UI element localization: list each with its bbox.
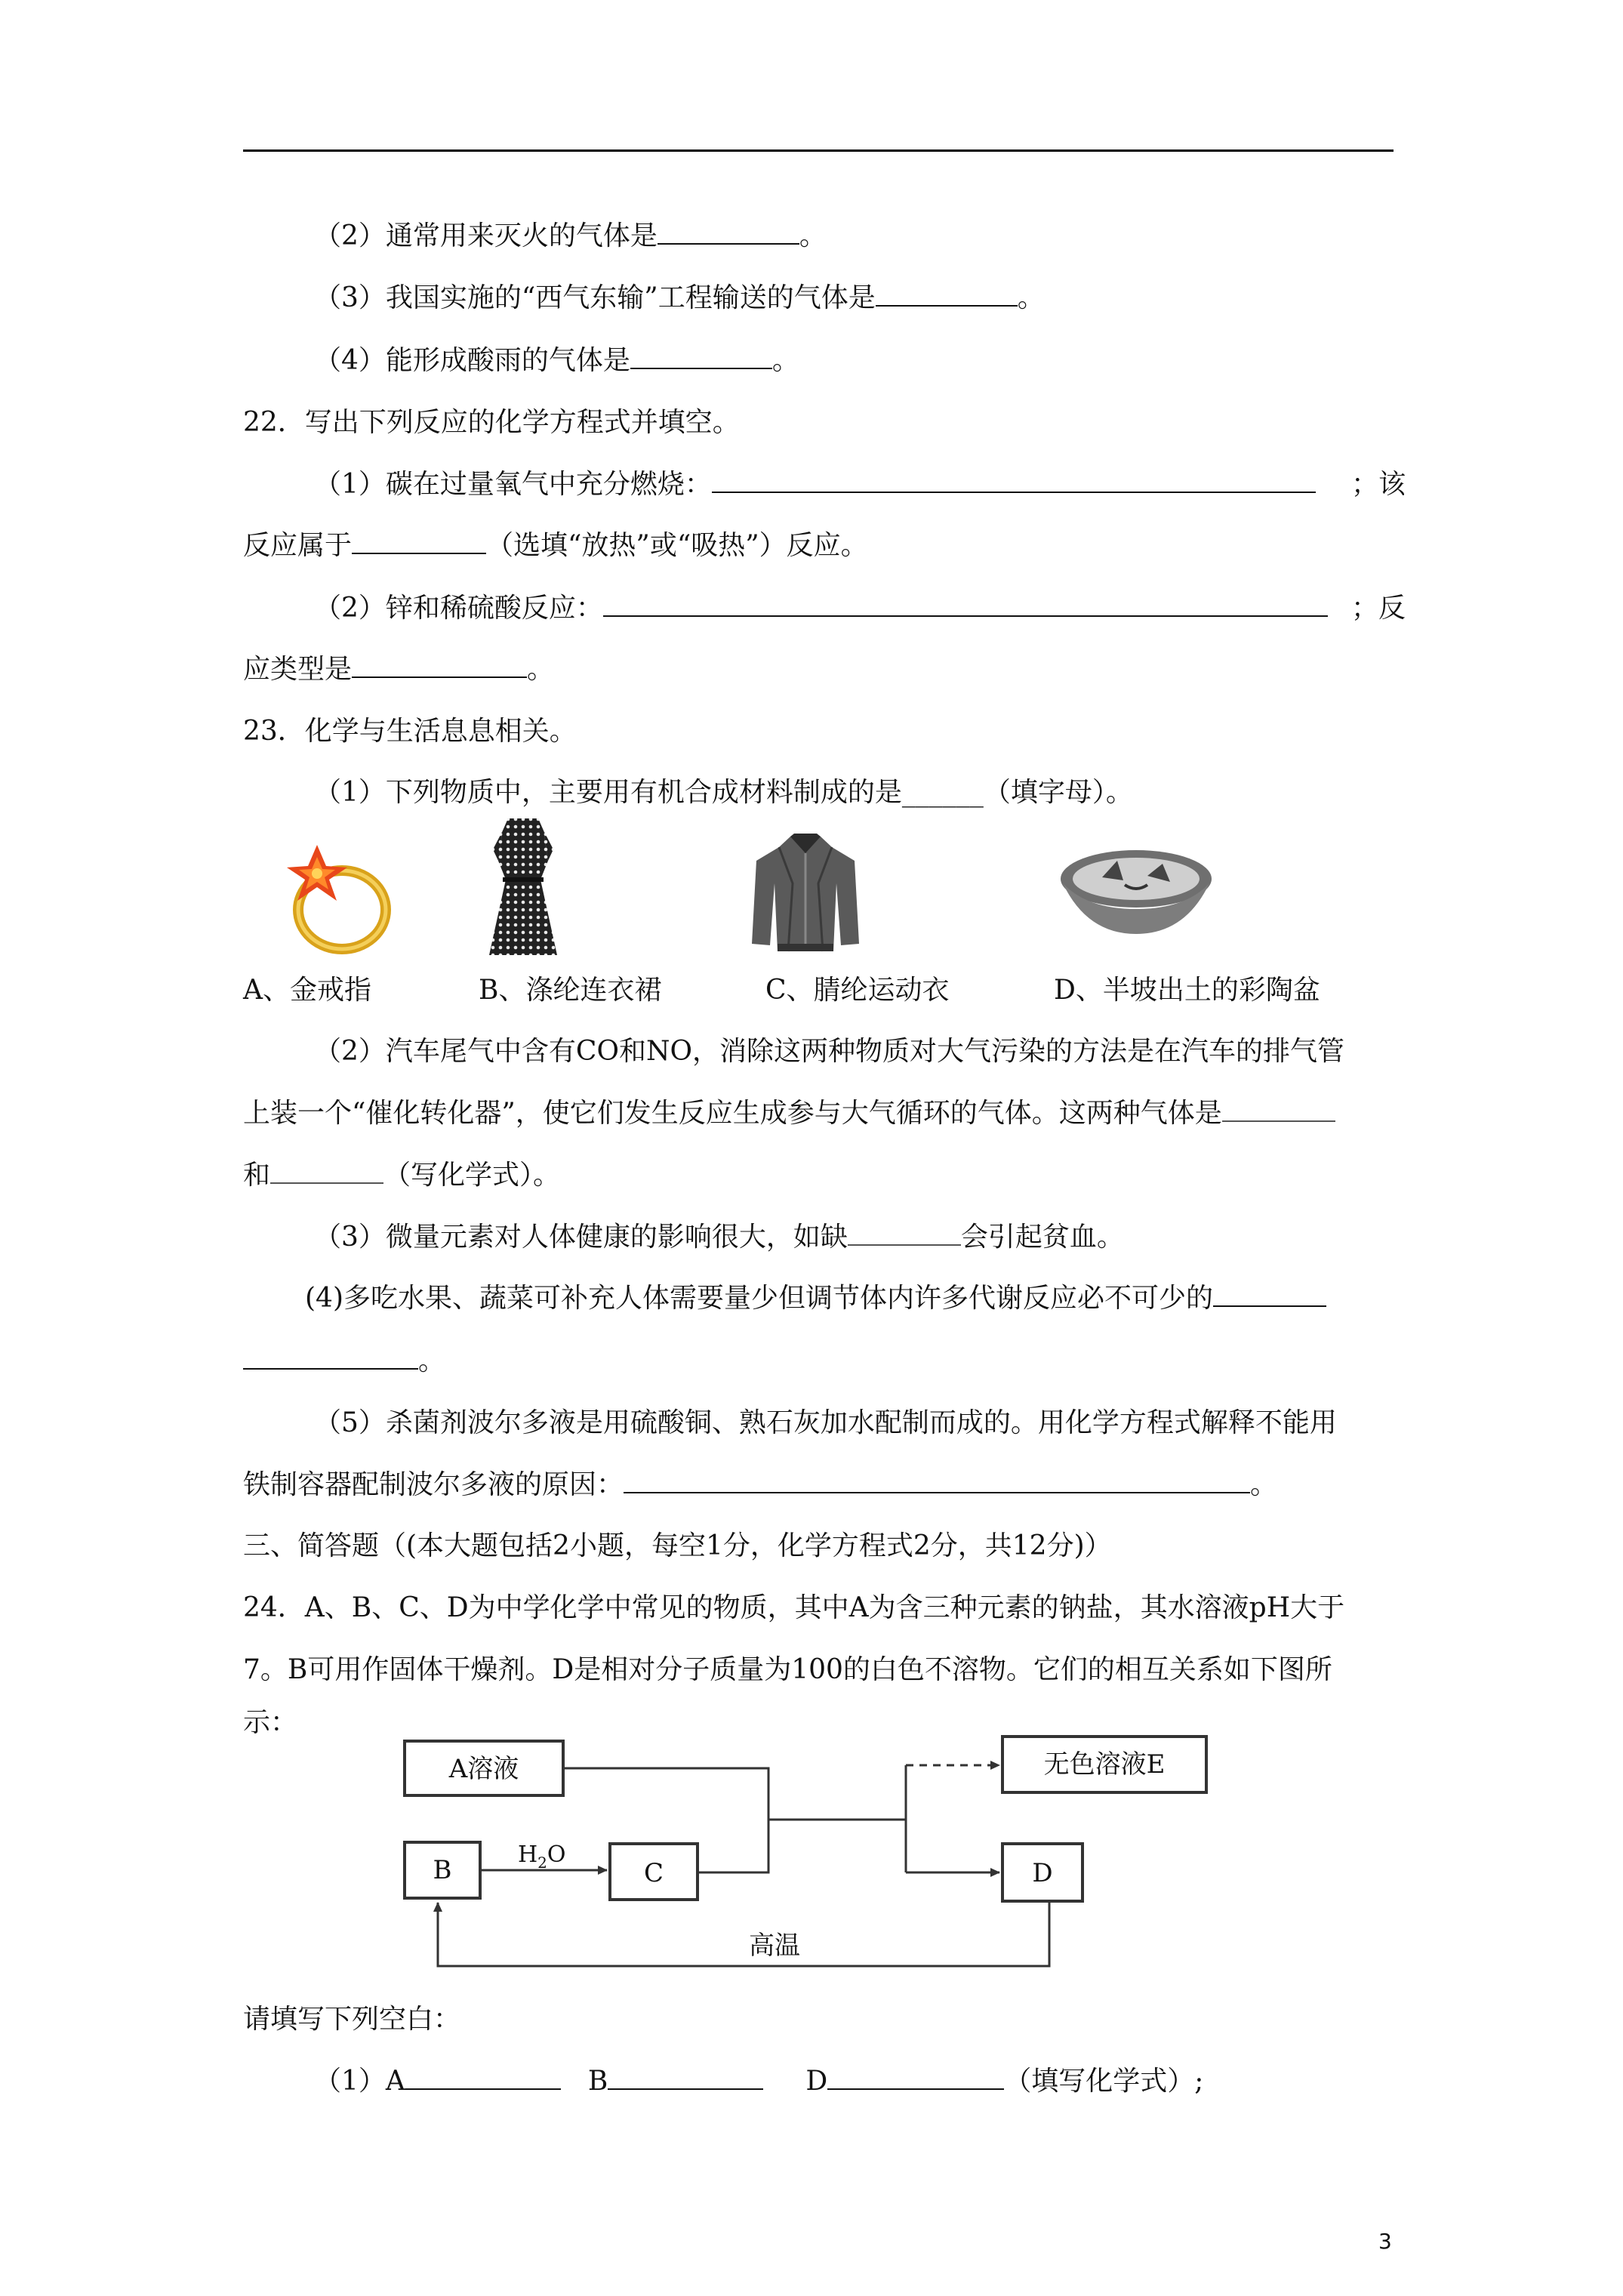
answer-blank[interactable] [658, 220, 799, 245]
answer-blank[interactable] [848, 1223, 961, 1246]
q24-line2: 7。B可用作固体干燥剂。D是相对分子质量为100的白色不溶物。它们的相互关系如下图所 [243, 1654, 1332, 1685]
q21-part2-text: （2）通常用来灭火的气体是 [314, 220, 658, 251]
q23-part5-line2-a: 铁制容器配制波尔多液的原因： [243, 1469, 624, 1500]
answer-blank[interactable] [1222, 1099, 1335, 1122]
join-line [563, 1768, 768, 1872]
option-a: A、金戒指 [243, 975, 371, 1006]
q23-part4-text: (4)多吃水果、蔬菜可补充人体需要量少但调节体内许多代谢反应必不可少的 [305, 1283, 1213, 1314]
q21-part4 [314, 344, 799, 378]
high-temp-label: 高温 [749, 1931, 800, 1961]
period: 。 [1250, 1469, 1278, 1500]
q22-part1-tail: ；该 [1351, 469, 1406, 500]
period: 。 [771, 345, 799, 376]
answer-blank[interactable] [243, 1345, 418, 1370]
q22-part1 [314, 467, 1316, 502]
box-a-label: A溶液 [448, 1754, 519, 1784]
q21-part4-text: （4）能形成酸雨的气体是 [314, 345, 630, 376]
q23-part2-line1: （2）汽车尾气中含有CO和NO，消除这两种物质对大气污染的方法是在汽车的排气管 [314, 1036, 1344, 1067]
answer-blank[interactable] [1213, 1283, 1326, 1307]
q23-title: 23．化学与生活息息相关。 [243, 716, 577, 747]
header-rule [243, 149, 1394, 152]
q23-part2-line2 [243, 1096, 1335, 1131]
box-d-label: D [1032, 1858, 1053, 1888]
fill-d-label: D [805, 2066, 828, 2097]
box-e-label: 无色溶液E [1043, 1749, 1166, 1780]
q22-part2-cont-b: 。 [527, 654, 555, 685]
answer-blank-a[interactable] [405, 2066, 561, 2090]
answer-blank[interactable] [352, 654, 527, 678]
q23-part2-line3-b: （写化学式）。 [383, 1160, 561, 1191]
q21-part2 [314, 219, 827, 254]
q22-part2-cont [243, 652, 554, 687]
q22-part2-text: （2）锌和稀硫酸反应： [314, 593, 603, 624]
gold-ring-image [270, 827, 399, 959]
q23-part2-line2-text: 上装一个“催化转化器”，使它们发生反应生成参与大气循环的气体。这两种气体是 [243, 1098, 1222, 1129]
water-label: $H_2O$ [518, 1841, 566, 1872]
page-number: 3 [1378, 2229, 1392, 2254]
q23-part5-line2 [243, 1468, 1277, 1502]
q24-fill-prompt: 请填写下列空白： [243, 2004, 461, 2035]
q21-part3 [314, 281, 1045, 316]
q23-part4-cont [243, 1344, 445, 1379]
reaction-flow-diagram [393, 1714, 1223, 1978]
section3-title: 三、简答题（(本大题包括2小题，每空1分，化学方程式2分，共12分)） [243, 1530, 1112, 1561]
q23-part2-line3-a: 和 [243, 1160, 271, 1191]
option-d: D、半坡出土的彩陶盆 [1054, 975, 1320, 1006]
q24-fill-line [314, 2064, 1203, 2099]
box-c-label: C [643, 1858, 664, 1888]
answer-blank[interactable] [270, 1161, 383, 1184]
arrow-d-to-b [438, 1901, 1049, 1966]
q23-part3-b: 会引起贫血。 [960, 1222, 1124, 1253]
equation-blank[interactable] [712, 469, 1316, 493]
q22-part2-cont-a: 应类型是 [243, 654, 353, 685]
answer-blank-b[interactable] [608, 2066, 763, 2090]
q24-line1: 24．A、B、C、D为中学化学中常见的物质，其中A为含三种元素的钠盐，其水溶液pH大于 [243, 1592, 1345, 1623]
q23-part4 [305, 1281, 1326, 1316]
period: 。 [418, 1345, 446, 1376]
acrylic-jacket-image [749, 831, 862, 955]
answer-blank[interactable] [876, 282, 1018, 307]
option-c: C、腈纶运动衣 [765, 975, 950, 1006]
q23-part5-line1: （5）杀菌剂波尔多液是用硫酸铜、熟石灰加水配制而成的。用化学方程式解释不能用 [314, 1407, 1337, 1438]
answer-blank-d[interactable] [827, 2066, 1004, 2090]
q22-part1-text: （1）碳在过量氧气中充分燃烧： [314, 469, 712, 500]
equation-blank[interactable] [624, 1469, 1250, 1493]
box-b-label: B [433, 1855, 452, 1885]
equation-blank[interactable] [603, 593, 1328, 617]
answer-blank[interactable] [630, 345, 772, 369]
answer-blank[interactable] [352, 530, 486, 554]
period: 。 [799, 220, 827, 251]
fill-a-label: （1）A [314, 2066, 405, 2097]
q22-part1-cont-a: 反应属于 [243, 530, 353, 561]
q23-part3 [314, 1220, 1124, 1255]
q23-part2-line3 [243, 1158, 560, 1193]
painted-pottery-basin-image [1057, 847, 1215, 938]
fill-tail: （填写化学式）; [1004, 2066, 1204, 2097]
polyester-dress-image [474, 815, 572, 963]
option-b: B、涤纶连衣裙 [479, 975, 662, 1006]
q22-part2-tail: ；反 [1351, 593, 1406, 624]
q24-line3: 示： [243, 1707, 298, 1738]
q23-part1: （1）下列物质中，主要用有机合成材料制成的是______（填字母）。 [314, 777, 1133, 808]
q22-part1-cont-b: （选填“放热”或“吸热”）反应。 [486, 530, 868, 561]
q22-title: 22．写出下列反应的化学方程式并填空。 [243, 407, 740, 438]
fill-b-label: B [587, 2066, 608, 2097]
q22-part2 [314, 591, 1328, 626]
period: 。 [1017, 282, 1045, 313]
q22-part1-cont [243, 529, 868, 563]
q23-part3-a: （3）微量元素对人体健康的影响很大，如缺 [314, 1222, 848, 1253]
q21-part3-text: （3）我国实施的“西气东输”工程输送的气体是 [314, 282, 876, 313]
